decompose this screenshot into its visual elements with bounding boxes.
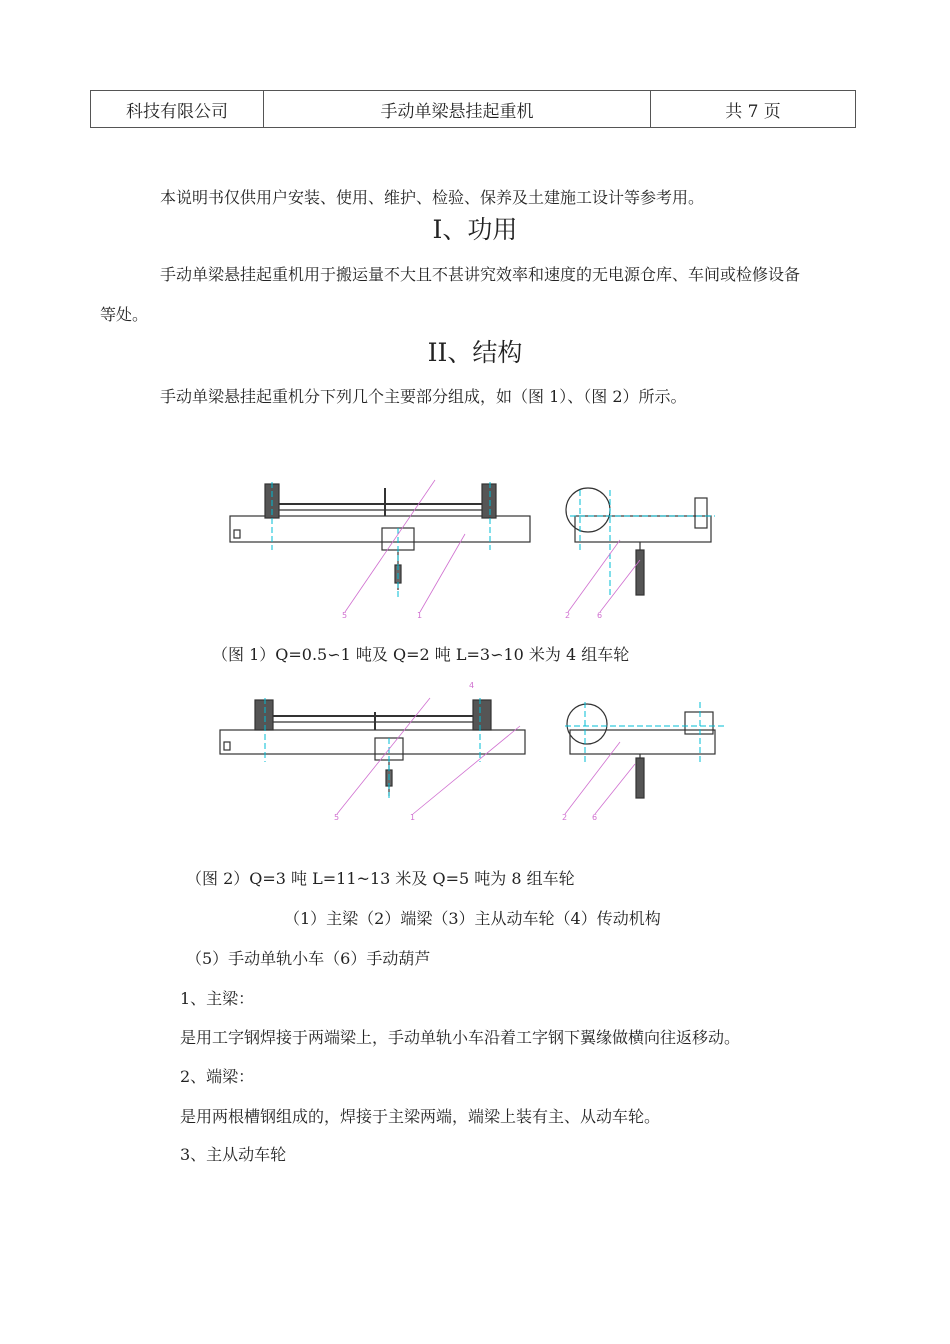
right-wheel-assembly bbox=[482, 484, 496, 518]
header-title: 手动单梁悬挂起重机 bbox=[264, 91, 651, 128]
item2-title: 2、端梁： bbox=[180, 1067, 255, 1086]
fig1-label-1: 1 bbox=[417, 611, 423, 620]
fig1-label-5: 5 bbox=[342, 611, 348, 620]
parts-line1: （1）主梁（2）端梁（3）主从动车轮（4）传动机构 bbox=[284, 909, 661, 928]
right-wheel-assembly bbox=[473, 700, 491, 730]
end-bracket bbox=[695, 498, 707, 528]
fig2-label-4: 4 bbox=[469, 681, 475, 690]
end-wheel bbox=[566, 488, 610, 532]
intro-paragraph: 本说明书仅供用户安装、使用、维护、检验、保养及土建施工设计等参考用。 bbox=[160, 188, 705, 207]
figure2-drawing bbox=[215, 678, 735, 828]
item2-text: 是用两根槽钢组成的，焊接于主梁两端，端梁上装有主、从动车轮。 bbox=[180, 1107, 661, 1126]
fig2-label-2: 2 bbox=[562, 813, 568, 822]
main-beam-side bbox=[220, 730, 525, 754]
item3-title: 3、主从动车轮 bbox=[180, 1145, 287, 1164]
hoist bbox=[636, 758, 644, 798]
figure1-caption: （图 1）Q=0.5∽1 吨及 Q=2 吨 L=3∽10 米为 4 组车轮 bbox=[212, 645, 630, 664]
item1-title: 1、主梁： bbox=[180, 989, 255, 1008]
main-beam-side bbox=[230, 516, 530, 542]
fig2-label-6: 6 bbox=[592, 813, 598, 822]
beam-end-mark bbox=[224, 742, 230, 750]
parts-line2: （5）手动单轨小车（6）手动葫芦 bbox=[186, 949, 431, 968]
beam-end-mark bbox=[234, 530, 240, 538]
fig2-label-5: 5 bbox=[334, 813, 340, 822]
item1-text: 是用工字钢焊接于两端梁上，手动单轨小车沿着工字钢下翼缘做横向往返移动。 bbox=[180, 1028, 741, 1047]
figure1-drawing bbox=[220, 470, 730, 630]
fig1-label-6: 6 bbox=[597, 611, 603, 620]
header-table bbox=[90, 90, 856, 128]
section2-heading: II、结构 bbox=[427, 338, 523, 367]
fig1-label-2: 2 bbox=[565, 611, 571, 620]
figure2-caption: （图 2）Q=3 吨 L=11~13 米及 Q=5 吨为 8 组车轮 bbox=[186, 869, 575, 888]
section1-heading: I、功用 bbox=[432, 215, 518, 244]
fig2-label-1: 1 bbox=[410, 813, 416, 822]
end-wheel-left bbox=[567, 704, 607, 744]
left-wheel-assembly bbox=[255, 700, 273, 730]
section1-line1: 手动单梁悬挂起重机用于搬运量不大且不甚讲究效率和速度的无电源仓库、车间或检修设备 bbox=[160, 265, 801, 284]
hoist bbox=[636, 550, 644, 595]
section1-line2: 等处。 bbox=[100, 305, 149, 324]
header-pages: 共 7 页 bbox=[651, 91, 856, 128]
header-company: 科技有限公司 bbox=[91, 91, 264, 128]
section2-intro: 手动单梁悬挂起重机分下列几个主要部分组成，如（图 1）、（图 2）所示。 bbox=[160, 387, 687, 406]
end-wheel-right bbox=[685, 712, 713, 734]
end-beam-side bbox=[575, 516, 711, 542]
